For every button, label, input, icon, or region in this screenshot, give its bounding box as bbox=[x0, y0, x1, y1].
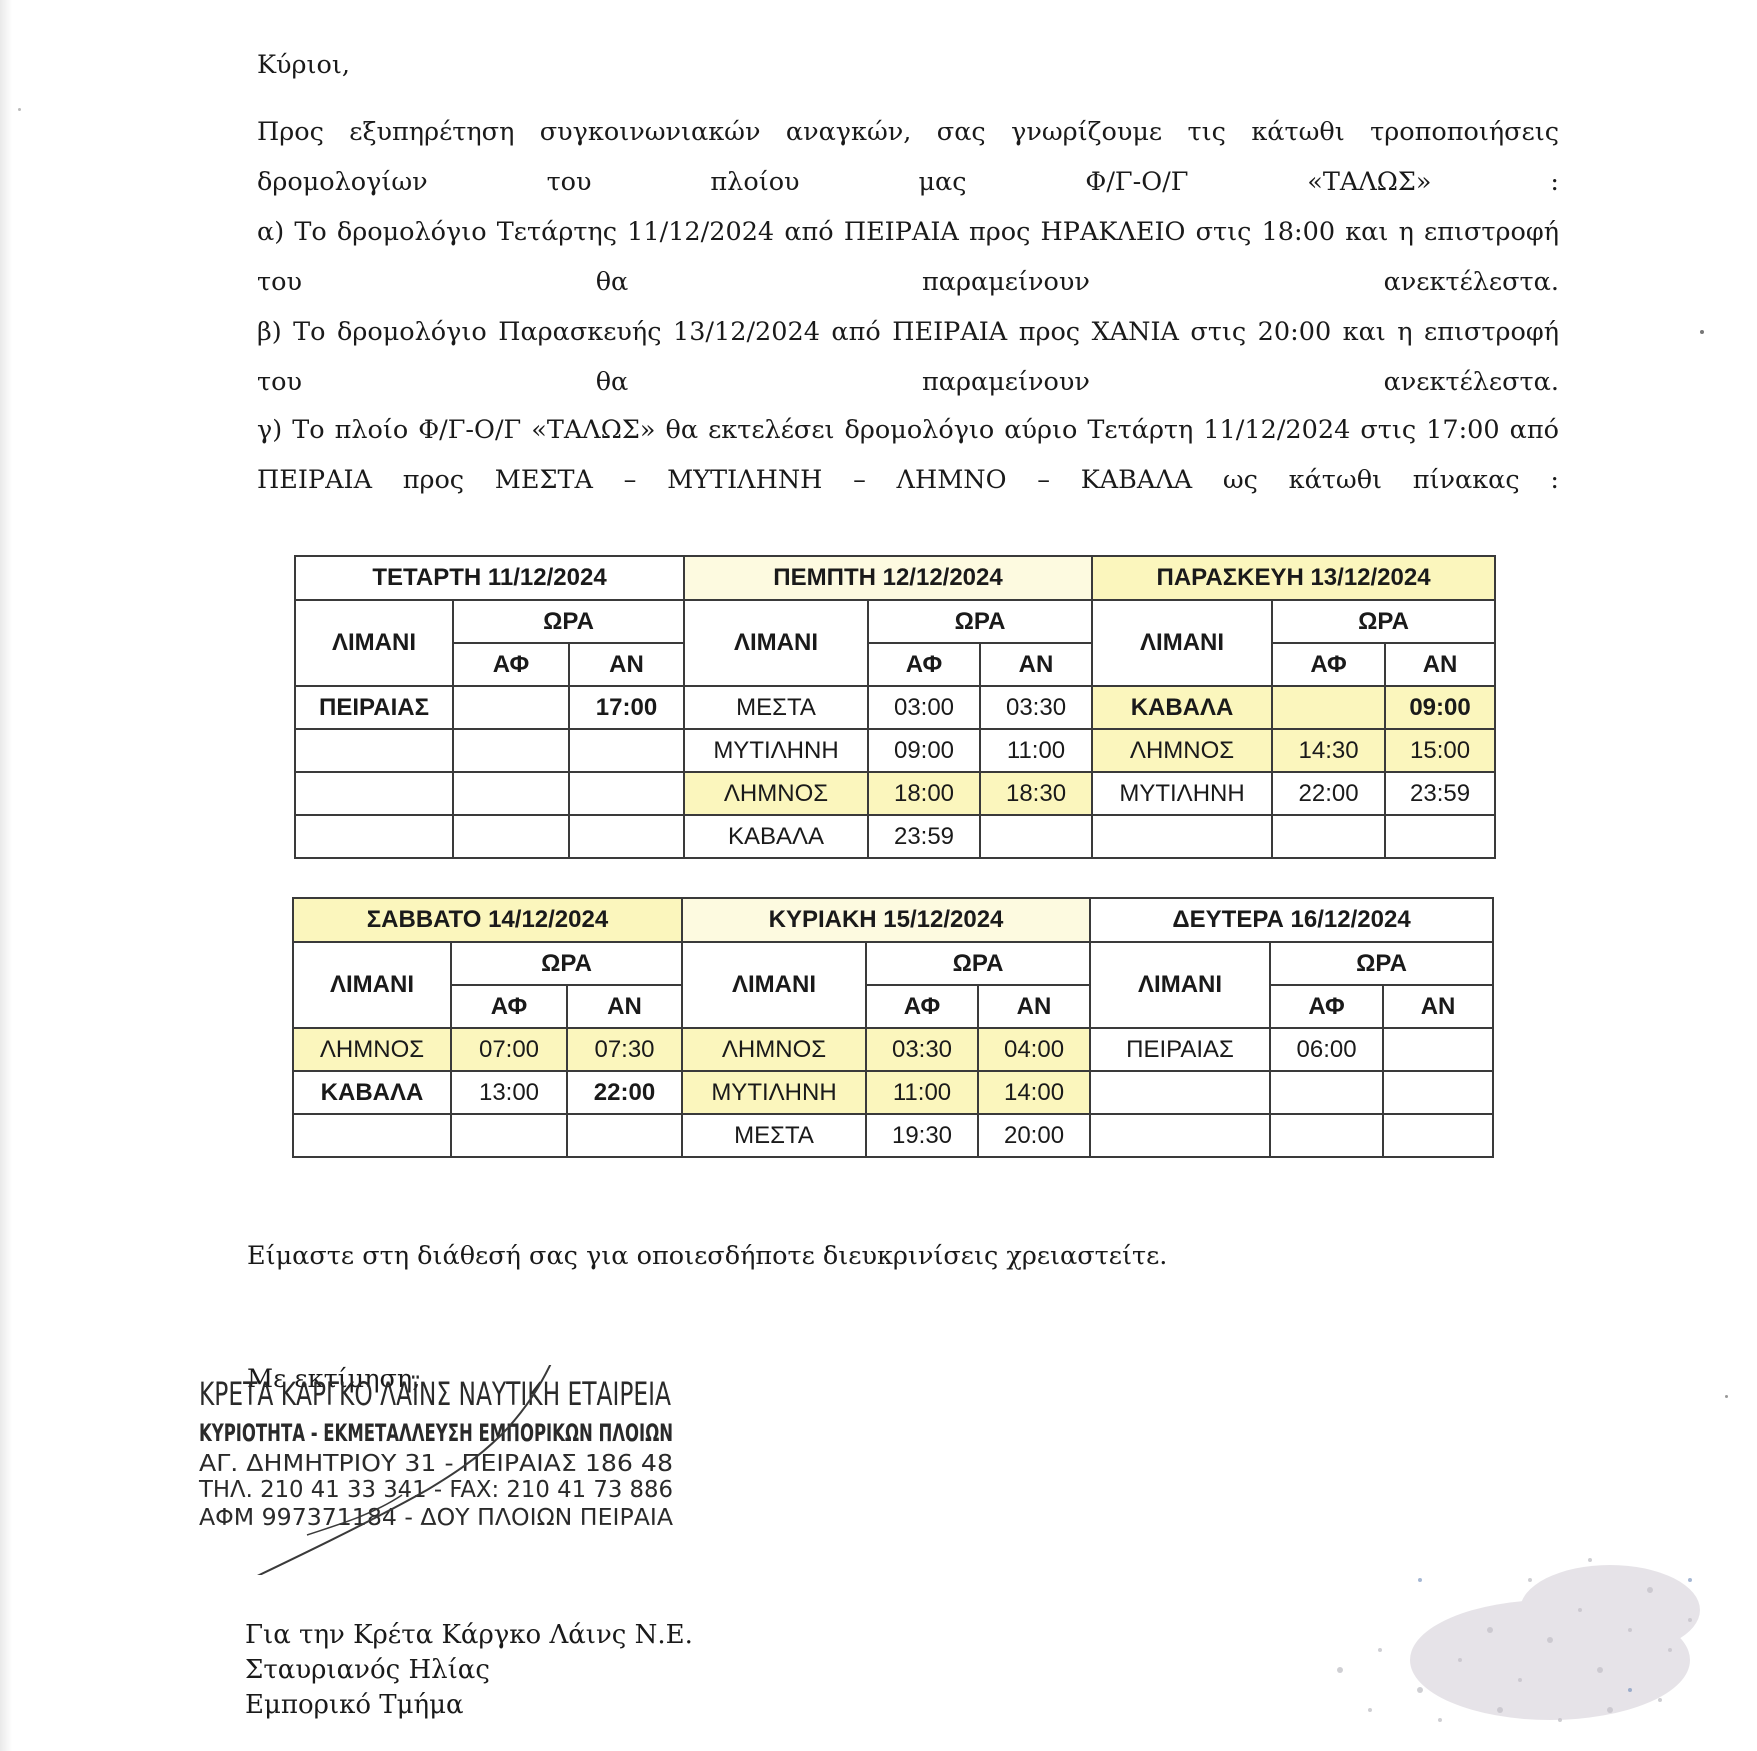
arrival-cell: 17:00 bbox=[569, 686, 684, 729]
day-header-monday: ΔΕΥΤΕΡΑ 16/12/2024 bbox=[1090, 898, 1493, 942]
departure-cell: 22:00 bbox=[1272, 772, 1385, 815]
port-cell bbox=[295, 815, 453, 858]
departure-column-header: ΑΦ bbox=[866, 985, 978, 1028]
time-column-header: ΩΡΑ bbox=[451, 942, 682, 985]
arrival-column-header: ΑΝ bbox=[1383, 985, 1493, 1028]
departure-column-header: ΑΦ bbox=[1272, 643, 1385, 686]
departure-cell bbox=[451, 1114, 567, 1157]
table-row bbox=[295, 772, 1495, 815]
departure-cell: 18:00 bbox=[868, 772, 980, 815]
departure-cell bbox=[453, 729, 569, 772]
stamp-line-phone: ΤΗΛ. 210 41 33 341 - FAX: 210 41 73 886 bbox=[198, 1477, 674, 1503]
arrival-cell bbox=[980, 815, 1092, 858]
signature-name: Σταυριανός Ηλίας bbox=[245, 1655, 490, 1685]
signature-company: Για την Κρέτα Κάργκο Λάινς Ν.Ε. bbox=[245, 1620, 693, 1650]
port-cell: ΜΕΣΤΑ bbox=[684, 686, 868, 729]
arrival-cell: 09:00 bbox=[1385, 686, 1495, 729]
port-cell bbox=[295, 729, 453, 772]
arrival-cell: 14:00 bbox=[978, 1071, 1090, 1114]
greeting: Κύριοι, bbox=[257, 50, 350, 80]
port-cell bbox=[1090, 1071, 1270, 1114]
port-cell bbox=[1090, 1114, 1270, 1157]
departure-cell: 09:00 bbox=[868, 729, 980, 772]
departure-cell: 07:00 bbox=[451, 1028, 567, 1071]
arrival-cell: 11:00 bbox=[980, 729, 1092, 772]
departure-cell: 06:00 bbox=[1270, 1028, 1383, 1071]
departure-column-header: ΑΦ bbox=[453, 643, 569, 686]
arrival-cell bbox=[569, 729, 684, 772]
table-row bbox=[295, 729, 1495, 772]
scan-speck bbox=[1700, 330, 1704, 334]
departure-cell: 03:30 bbox=[866, 1028, 978, 1071]
arrival-cell: 20:00 bbox=[978, 1114, 1090, 1157]
scan-speck bbox=[1725, 1395, 1728, 1398]
departure-cell bbox=[1270, 1071, 1383, 1114]
departure-cell bbox=[453, 686, 569, 729]
arrival-column-header: ΑΝ bbox=[569, 643, 684, 686]
arrival-column-header: ΑΝ bbox=[567, 985, 682, 1028]
departure-cell bbox=[1272, 815, 1385, 858]
arrival-cell bbox=[569, 772, 684, 815]
port-column-header: ΛΙΜΑΝΙ bbox=[684, 600, 868, 686]
departure-column-header: ΑΦ bbox=[868, 643, 980, 686]
schedule-table-week-end bbox=[292, 897, 1494, 1158]
time-column-header: ΩΡΑ bbox=[453, 600, 684, 643]
port-cell: ΜΕΣΤΑ bbox=[682, 1114, 866, 1157]
departure-cell bbox=[1272, 686, 1385, 729]
table-row bbox=[293, 1071, 1493, 1114]
port-cell: ΜΥΤΙΛΗΝΗ bbox=[1092, 772, 1272, 815]
port-cell: ΜΥΤΙΛΗΝΗ bbox=[682, 1071, 866, 1114]
time-column-header: ΩΡΑ bbox=[866, 942, 1090, 985]
port-cell: ΛΗΜΝΟΣ bbox=[682, 1028, 866, 1071]
departure-cell: 13:00 bbox=[451, 1071, 567, 1114]
port-column-header: ΛΙΜΑΝΙ bbox=[1092, 600, 1272, 686]
stamp-line-tax: ΑΦΜ 997371184 - ΔΟΥ ΠΛΟΙΩΝ ΠΕΙΡΑΙΑ bbox=[199, 1505, 674, 1531]
schedule-table-week-start bbox=[294, 555, 1496, 859]
arrival-cell bbox=[569, 815, 684, 858]
scan-smudge bbox=[1130, 1520, 1730, 1751]
scan-edge-shadow bbox=[0, 0, 12, 1751]
arrival-cell: 03:30 bbox=[980, 686, 1092, 729]
departure-cell: 11:00 bbox=[866, 1071, 978, 1114]
port-cell: ΛΗΜΝΟΣ bbox=[1092, 729, 1272, 772]
arrival-column-header: ΑΝ bbox=[980, 643, 1092, 686]
regards: Με εκτίμηση, bbox=[247, 1364, 421, 1394]
intro-paragraph: Προς εξυπηρέτηση συγκοινωνιακών αναγκών, σας γνωρίζουμε τις κάτωθι τροποποιήσεις δρομολογίων του πλοίου μας Φ/Γ-Ο/Γ «ΤΑΛΩΣ» : bbox=[257, 117, 1559, 197]
company-stamp bbox=[197, 1365, 677, 1575]
item-b-paragraph: β) Το δρομολόγιο Παρασκευής 13/12/2024 από ΠΕΙΡΑΙΑ προς ΧΑΝΙΑ στις 20:00 και η επιστροφή του θα παραμείνουν ανεκτέλεστα. bbox=[257, 317, 1559, 397]
arrival-cell bbox=[1383, 1114, 1493, 1157]
arrival-cell bbox=[1383, 1071, 1493, 1114]
item-c-paragraph: γ) Το πλοίο Φ/Γ-Ο/Γ «ΤΑΛΩΣ» θα εκτελέσει δρομολόγιο αύριο Τετάρτη 11/12/2024 στις 17:00 από ΠΕΙΡΑΙΑ προς ΜΕΣΤΑ – ΜΥΤΙΛΗΝΗ – ΛΗΜΝΟ – ΚΑΒΑΛΑ ως κάτωθι πίνακας : bbox=[257, 415, 1559, 495]
arrival-column-header: ΑΝ bbox=[1385, 643, 1495, 686]
arrival-cell: 22:00 bbox=[567, 1071, 682, 1114]
departure-cell bbox=[1270, 1114, 1383, 1157]
table-row bbox=[293, 1114, 1493, 1157]
departure-cell: 03:00 bbox=[868, 686, 980, 729]
departure-column-header: ΑΦ bbox=[451, 985, 567, 1028]
arrival-cell: 18:30 bbox=[980, 772, 1092, 815]
departure-cell: 19:30 bbox=[866, 1114, 978, 1157]
port-cell: ΛΗΜΝΟΣ bbox=[684, 772, 868, 815]
signature-department: Εμπορικό Τμήμα bbox=[245, 1690, 464, 1720]
arrival-cell bbox=[1383, 1028, 1493, 1071]
time-column-header: ΩΡΑ bbox=[1270, 942, 1493, 985]
port-cell bbox=[293, 1114, 451, 1157]
stamp-line-address: ΑΓ. ΔΗΜΗΤΡΙΟΥ 31 - ΠΕΙΡΑΙΑΣ 186 48 bbox=[199, 1451, 673, 1477]
port-cell: ΚΑΒΑΛΑ bbox=[293, 1071, 451, 1114]
arrival-cell bbox=[567, 1114, 682, 1157]
day-header-saturday: ΣΑΒΒΑΤΟ 14/12/2024 bbox=[293, 898, 682, 942]
arrival-cell: 07:30 bbox=[567, 1028, 682, 1071]
day-header-sunday: ΚΥΡΙΑΚΗ 15/12/2024 bbox=[682, 898, 1090, 942]
arrival-cell bbox=[1385, 815, 1495, 858]
item-a-paragraph: α) Το δρομολόγιο Τετάρτης 11/12/2024 από ΠΕΙΡΑΙΑ προς ΗΡΑΚΛΕΙΟ στις 18:00 και η επιστροφή του θα παραμείνουν ανεκτέλεστα. bbox=[257, 217, 1559, 297]
port-cell: ΠΕΙΡΑΙΑΣ bbox=[295, 686, 453, 729]
port-cell: ΚΑΒΑΛΑ bbox=[684, 815, 868, 858]
stamp-line-activity: ΚΥΡΙΟΤΗΤΑ - ΕΚΜΕΤΑΛΛΕΥΣΗ ΕΜΠΟΡΙΚΩΝ ΠΛΟΙΩΝ bbox=[199, 1419, 673, 1447]
arrival-cell: 04:00 bbox=[978, 1028, 1090, 1071]
departure-column-header: ΑΦ bbox=[1270, 985, 1383, 1028]
port-cell: ΛΗΜΝΟΣ bbox=[293, 1028, 451, 1071]
table-row bbox=[295, 686, 1495, 729]
day-header-thursday: ΠΕΜΠΤΗ 12/12/2024 bbox=[684, 556, 1092, 600]
port-cell: ΜΥΤΙΛΗΝΗ bbox=[684, 729, 868, 772]
arrival-cell: 15:00 bbox=[1385, 729, 1495, 772]
port-cell bbox=[295, 772, 453, 815]
port-column-header: ΛΙΜΑΝΙ bbox=[293, 942, 451, 1028]
time-column-header: ΩΡΑ bbox=[1272, 600, 1495, 643]
table-row bbox=[293, 1028, 1493, 1071]
port-cell: ΠΕΙΡΑΙΑΣ bbox=[1090, 1028, 1270, 1071]
stamp-line-company: ΚΡΕΤΑ ΚΑΡΓΚΟ ΛΑΪΝΣ ΝΑΥΤΙΚΗ ΕΤΑΙΡΕΙΑ bbox=[199, 1375, 672, 1413]
port-column-header: ΛΙΜΑΝΙ bbox=[295, 600, 453, 686]
time-column-header: ΩΡΑ bbox=[868, 600, 1092, 643]
port-column-header: ΛΙΜΑΝΙ bbox=[1090, 942, 1270, 1028]
day-header-friday: ΠΑΡΑΣΚΕΥΗ 13/12/2024 bbox=[1092, 556, 1495, 600]
departure-cell: 23:59 bbox=[868, 815, 980, 858]
closing-sentence: Είμαστε στη διάθεσή σας για οποιεσδήποτε διευκρινίσεις χρειαστείτε. bbox=[247, 1241, 1168, 1271]
table-row bbox=[295, 815, 1495, 858]
arrival-column-header: ΑΝ bbox=[978, 985, 1090, 1028]
day-header-wednesday: ΤΕΤΑΡΤΗ 11/12/2024 bbox=[295, 556, 684, 600]
port-column-header: ΛΙΜΑΝΙ bbox=[682, 942, 866, 1028]
departure-cell bbox=[453, 772, 569, 815]
port-cell bbox=[1092, 815, 1272, 858]
arrival-cell: 23:59 bbox=[1385, 772, 1495, 815]
departure-cell: 14:30 bbox=[1272, 729, 1385, 772]
scan-speck bbox=[18, 108, 21, 111]
departure-cell bbox=[453, 815, 569, 858]
port-cell: ΚΑΒΑΛΑ bbox=[1092, 686, 1272, 729]
